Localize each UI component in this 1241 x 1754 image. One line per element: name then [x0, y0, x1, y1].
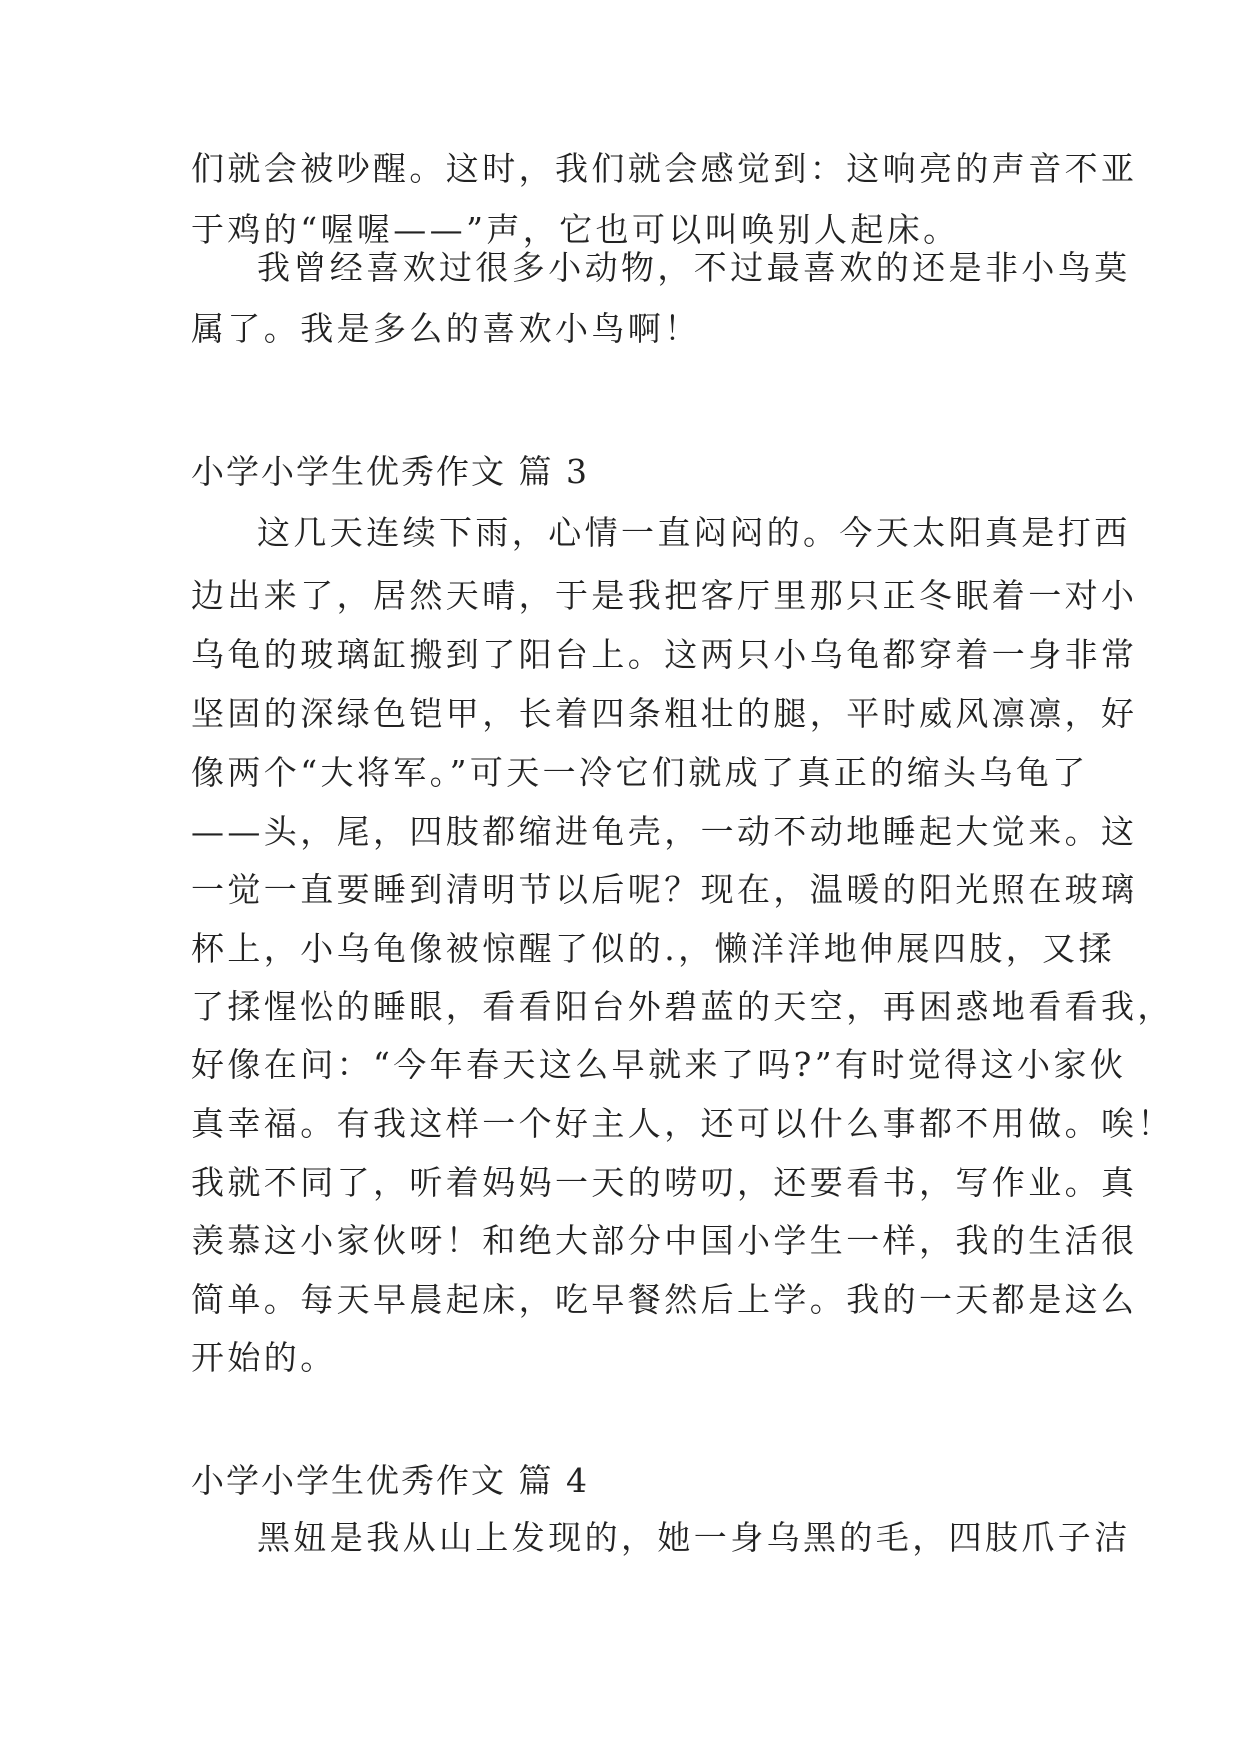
paragraph-line: 属了。我是多么的喜欢小鸟啊！	[191, 309, 701, 348]
paragraph-line: 了揉惺忪的睡眼，看看阳台外碧蓝的天空，再困惑地看看我，	[191, 987, 1174, 1026]
paragraph-line: 黑妞是我从山上发现的，她一身乌黑的毛，四肢爪子洁	[257, 1518, 1131, 1557]
paragraph-line: 我曾经喜欢过很多小动物，不过最喜欢的还是非小鸟莫	[257, 248, 1131, 287]
paragraph-line: 像两个“大将军。”可天一冷它们就成了真正的缩头乌龟了	[191, 753, 1089, 792]
paragraph-line: 简单。每天早晨起床，吃早餐然后上学。我的一天都是这么	[191, 1280, 1138, 1319]
section-heading: 小学小学生优秀作文 篇 4	[191, 1461, 589, 1500]
paragraph-line: 好像在问：“今年春天这么早就来了吗?”有时觉得这小家伙	[191, 1045, 1127, 1084]
paragraph-line: 坚固的深绿色铠甲，长着四条粗壮的腿，平时威风凛凛，好	[191, 694, 1138, 733]
paragraph-line: 开始的。	[191, 1338, 337, 1377]
paragraph-line: 一觉一直要睡到清明节以后呢？现在，温暖的阳光照在玻璃	[191, 870, 1138, 909]
paragraph-line: 边出来了，居然天晴，于是我把客厅里那只正冬眠着一对小	[191, 576, 1138, 615]
paragraph-line: 们就会被吵醒。这时，我们就会感觉到：这响亮的声音不亚	[191, 149, 1138, 188]
paragraph-line: 乌龟的玻璃缸搬到了阳台上。这两只小乌龟都穿着一身非常	[191, 635, 1138, 674]
paragraph-line: 杯上，小乌龟像被惊醒了似的.，懒洋洋地伸展四肢，又揉	[191, 929, 1115, 968]
paragraph-line: ——头，尾，四肢都缩进龟壳，一动不动地睡起大觉来。这	[191, 812, 1138, 851]
paragraph-line: 真幸福。有我这样一个好主人，还可以什么事都不用做。唉！	[191, 1104, 1174, 1143]
paragraph-line: 羡慕这小家伙呀！和绝大部分中国小学生一样，我的生活很	[191, 1221, 1138, 1260]
paragraph-line: 这几天连续下雨，心情一直闷闷的。今天太阳真是打西	[257, 513, 1131, 552]
section-heading: 小学小学生优秀作文 篇 3	[191, 452, 589, 491]
paragraph-line: 我就不同了，听着妈妈一天的唠叨，还要看书，写作业。真	[191, 1163, 1138, 1202]
paragraph-line: 于鸡的“喔喔——”声，它也可以叫唤别人起床。	[191, 210, 960, 249]
